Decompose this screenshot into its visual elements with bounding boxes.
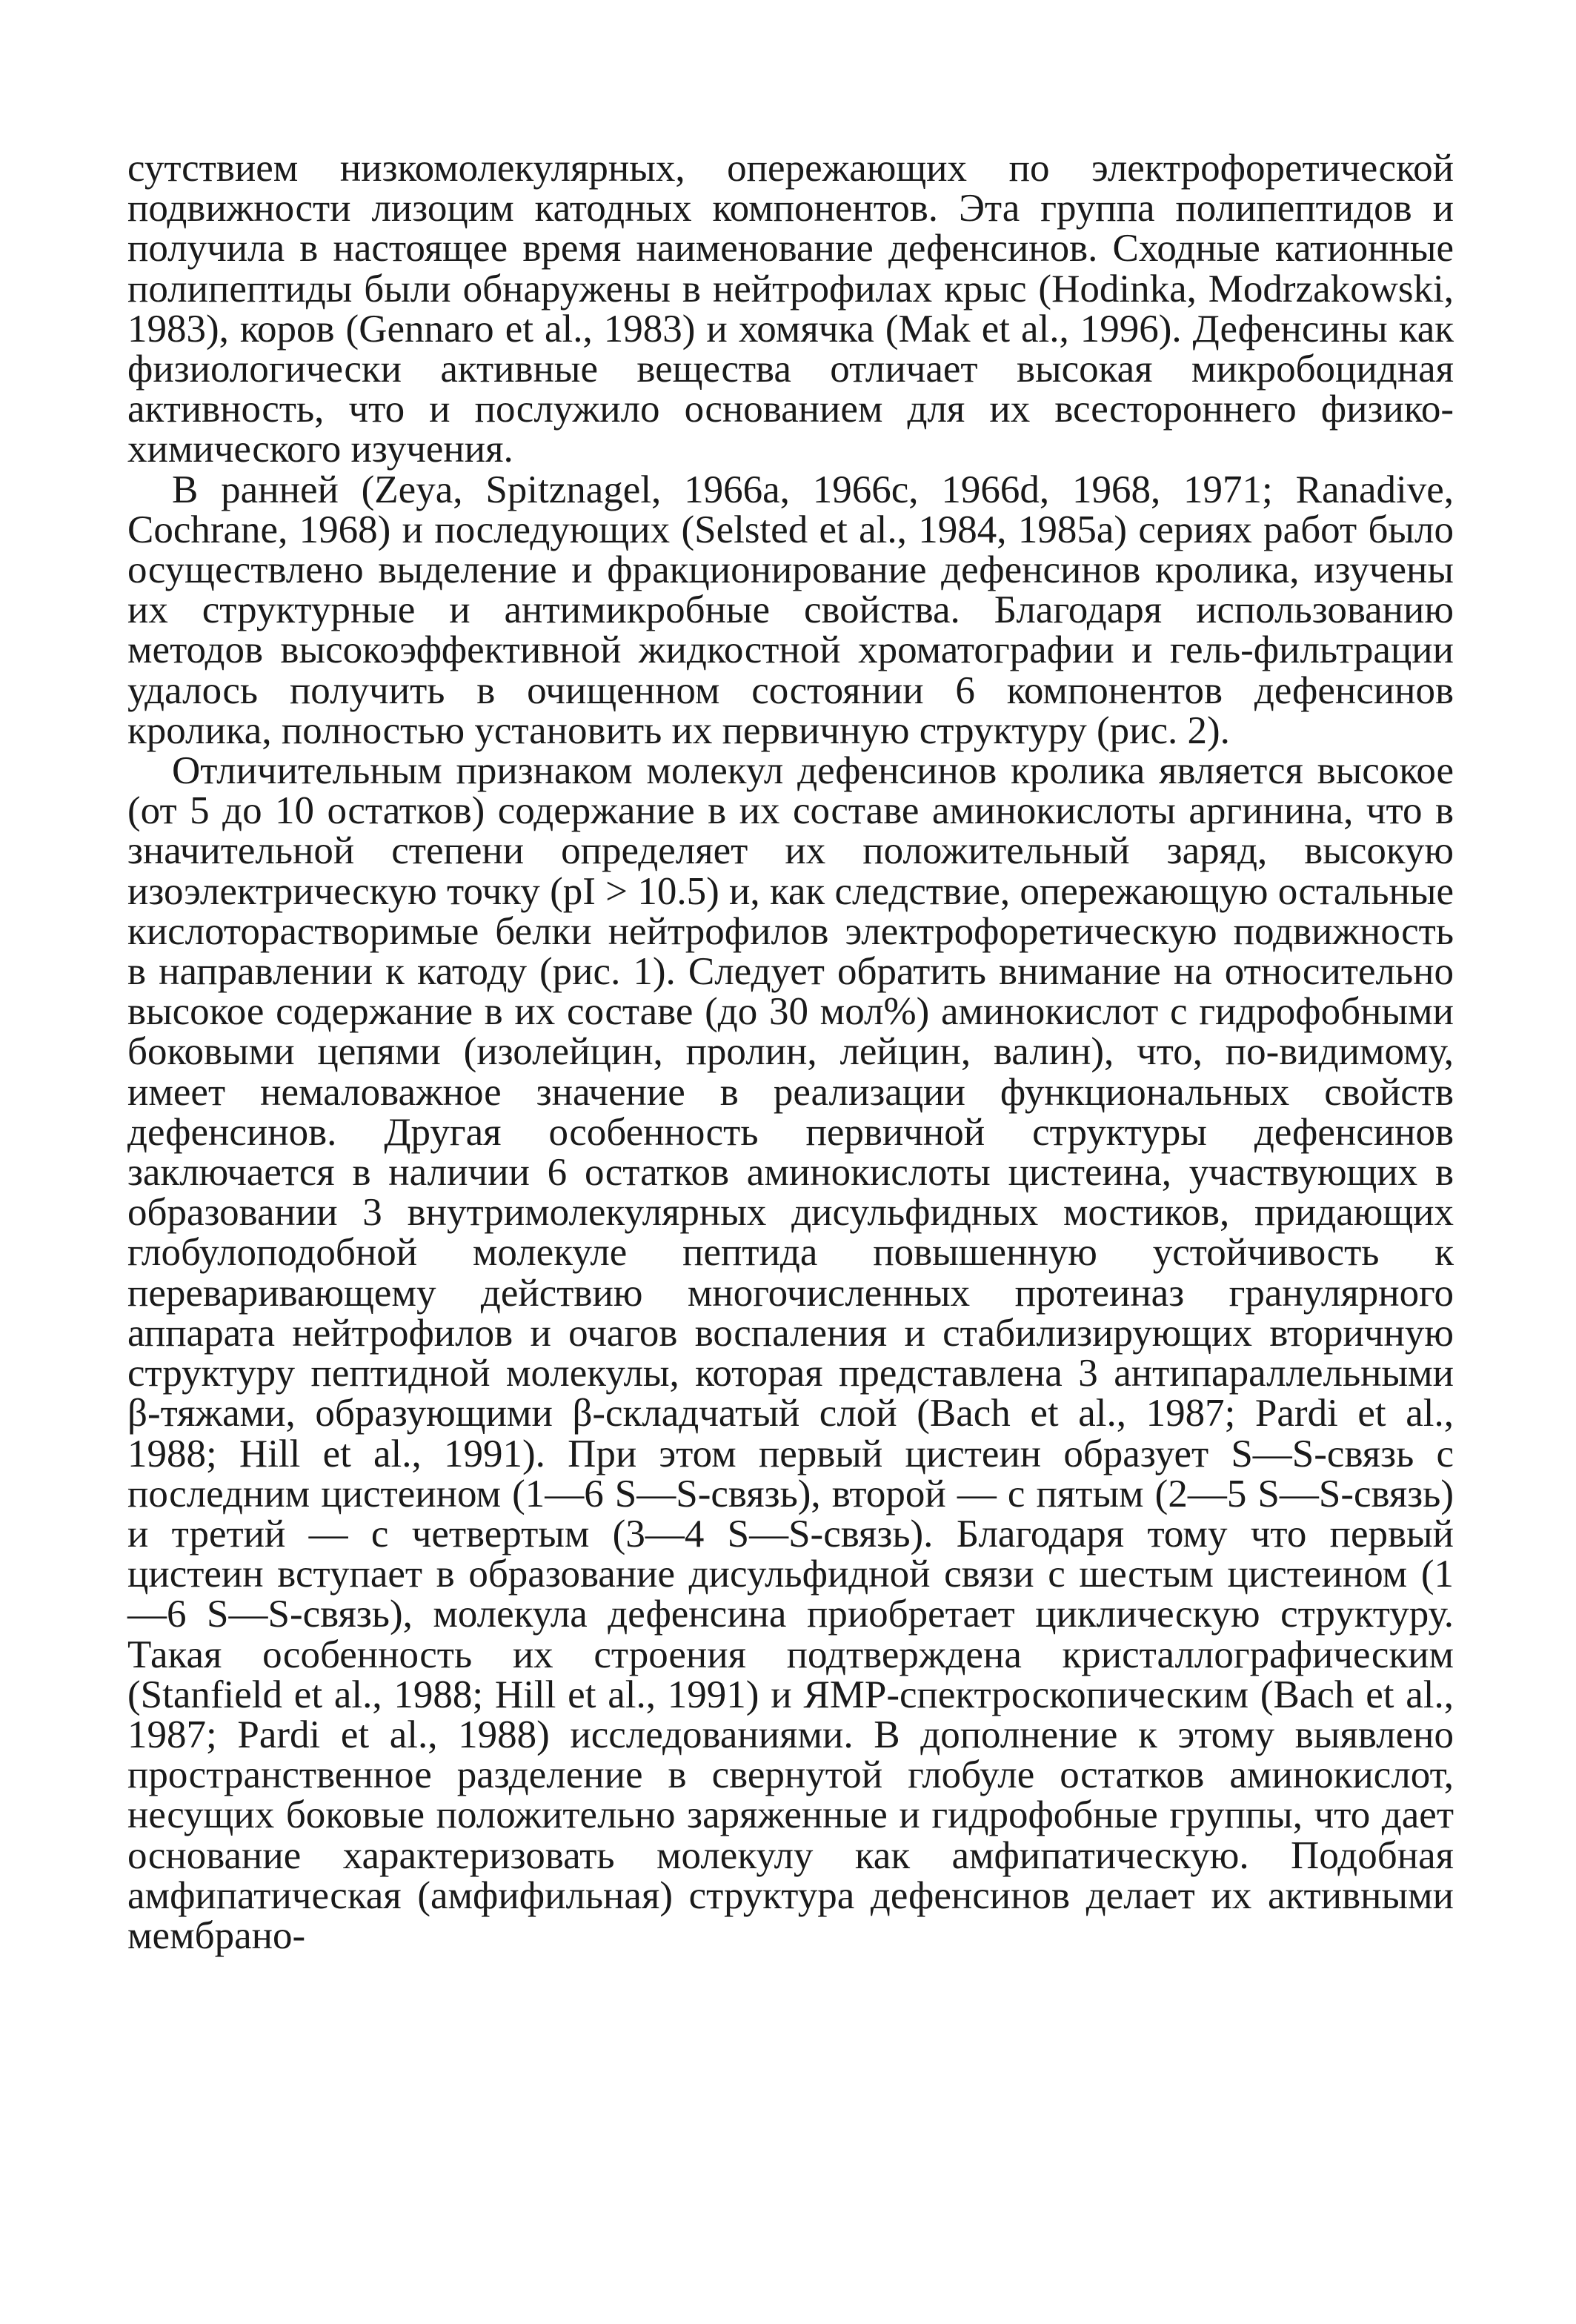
paragraph-rabbit-defensins-isolation: В ранней (Zeya, Spitznagel, 1966a, 1966c, 1966d, 1968, 1971; Ranadive, Cochrane, 1968) и последующих (Selsted et al., 1984, 1985a) сериях работ было осуществлено выделение и фракционирование дефенсинов кролика, изучены их структурные и антимикробные свойства. Благодаря использованию методов высокоэффективной жидкостной хроматографии и гель-фильтрации удалось получить в очищенном состоянии 6 компонентов дефенсинов кролика, полностью установить их первичную структуру (рис. 2). <box>127 468 1454 752</box>
paragraph-continued: сутствием низкомолекулярных, опережающих по электрофоретической подвижности лизоцим катодных компонентов. Эта группа полипептидов и получила в настоящее время наименование дефенсинов. Сходные катионные полипептиды были обнаружены в нейтрофилах крыс (Hodinka, Modrzakowski, 1983), коров (Gennaro et al., 1983) и хомячка (Mak et al., 1996). Дефенсины как физиологически активные вещества отличает высокая микробоцидная активность, что и послужило основанием для их всестороннего физико-химического изучения. <box>127 147 1454 471</box>
paragraph-defensin-structure: Отличительным признаком молекул дефенсинов кролика является высокое (от 5 до 10 остатков) содержание в их составе аминокислоты аргинина, что в значительной степени определяет их положительный заряд, высокую изоэлектрическую точку (pI > 10.5) и, как следствие, опережающую остальные кислоторастворимые белки нейтрофилов электрофоретическую подвижность в направлении к катоду (рис. 1). Следует обратить внимание на относительно высокое содержание в их составе (до 30 мол%) аминокислот с гидрофобными боковыми цепями (изолейцин, пролин, лейцин, валин), что, по-видимому, имеет немаловажное значение в реализации функциональных свойств дефенсинов. Другая особенность первичной структуры дефенсинов заключается в наличии 6 остатков аминокислоты цистеина, участвующих в образовании 3 внутримолекулярных дисульфидных мостиков, придающих глобулоподобной молекуле пептида повышенную устойчивость к переваривающему действию многочисленных протеиназ гранулярного аппарата нейтрофилов и очагов воспаления и стабилизирующих вторичную структуру пептидной молекулы, которая представлена 3 антипараллельными β-тяжами, образующими β-складчатый слой (Bach et al., 1987; Pardi et al., 1988; Hill et al., 1991). При этом первый цистеин образует S—S-связь с последним цистеином (1—6 S—S-связь), второй — с пятым (2—5 S—S-связь) и третий — с четвертым (3—4 S—S-связь). Благодаря тому что первый цистеин вступает в образование дисульфидной связи с шестым цистеином (1—6 S—S-связь), молекула дефенсина приобретает циклическую структуру. Такая особенность их строения подтверждена кристаллографическим (Stanfield et al., 1988; Hill et al., 1991) и ЯМР-спектроскопическим (Bach et al., 1987; Pardi et al., 1988) исследованиями. В дополнение к этому выявлено пространственное разделение в свернутой глобуле остатков аминокислот, несущих боковые положительно заряженные и гидрофобные группы, что дает основание характеризовать молекулу как амфипатическую. Подобная амфипатическая (амфифильная) структура дефенсинов делает их активными мембрано- <box>127 749 1454 1957</box>
page-body <box>127 148 1454 1956</box>
